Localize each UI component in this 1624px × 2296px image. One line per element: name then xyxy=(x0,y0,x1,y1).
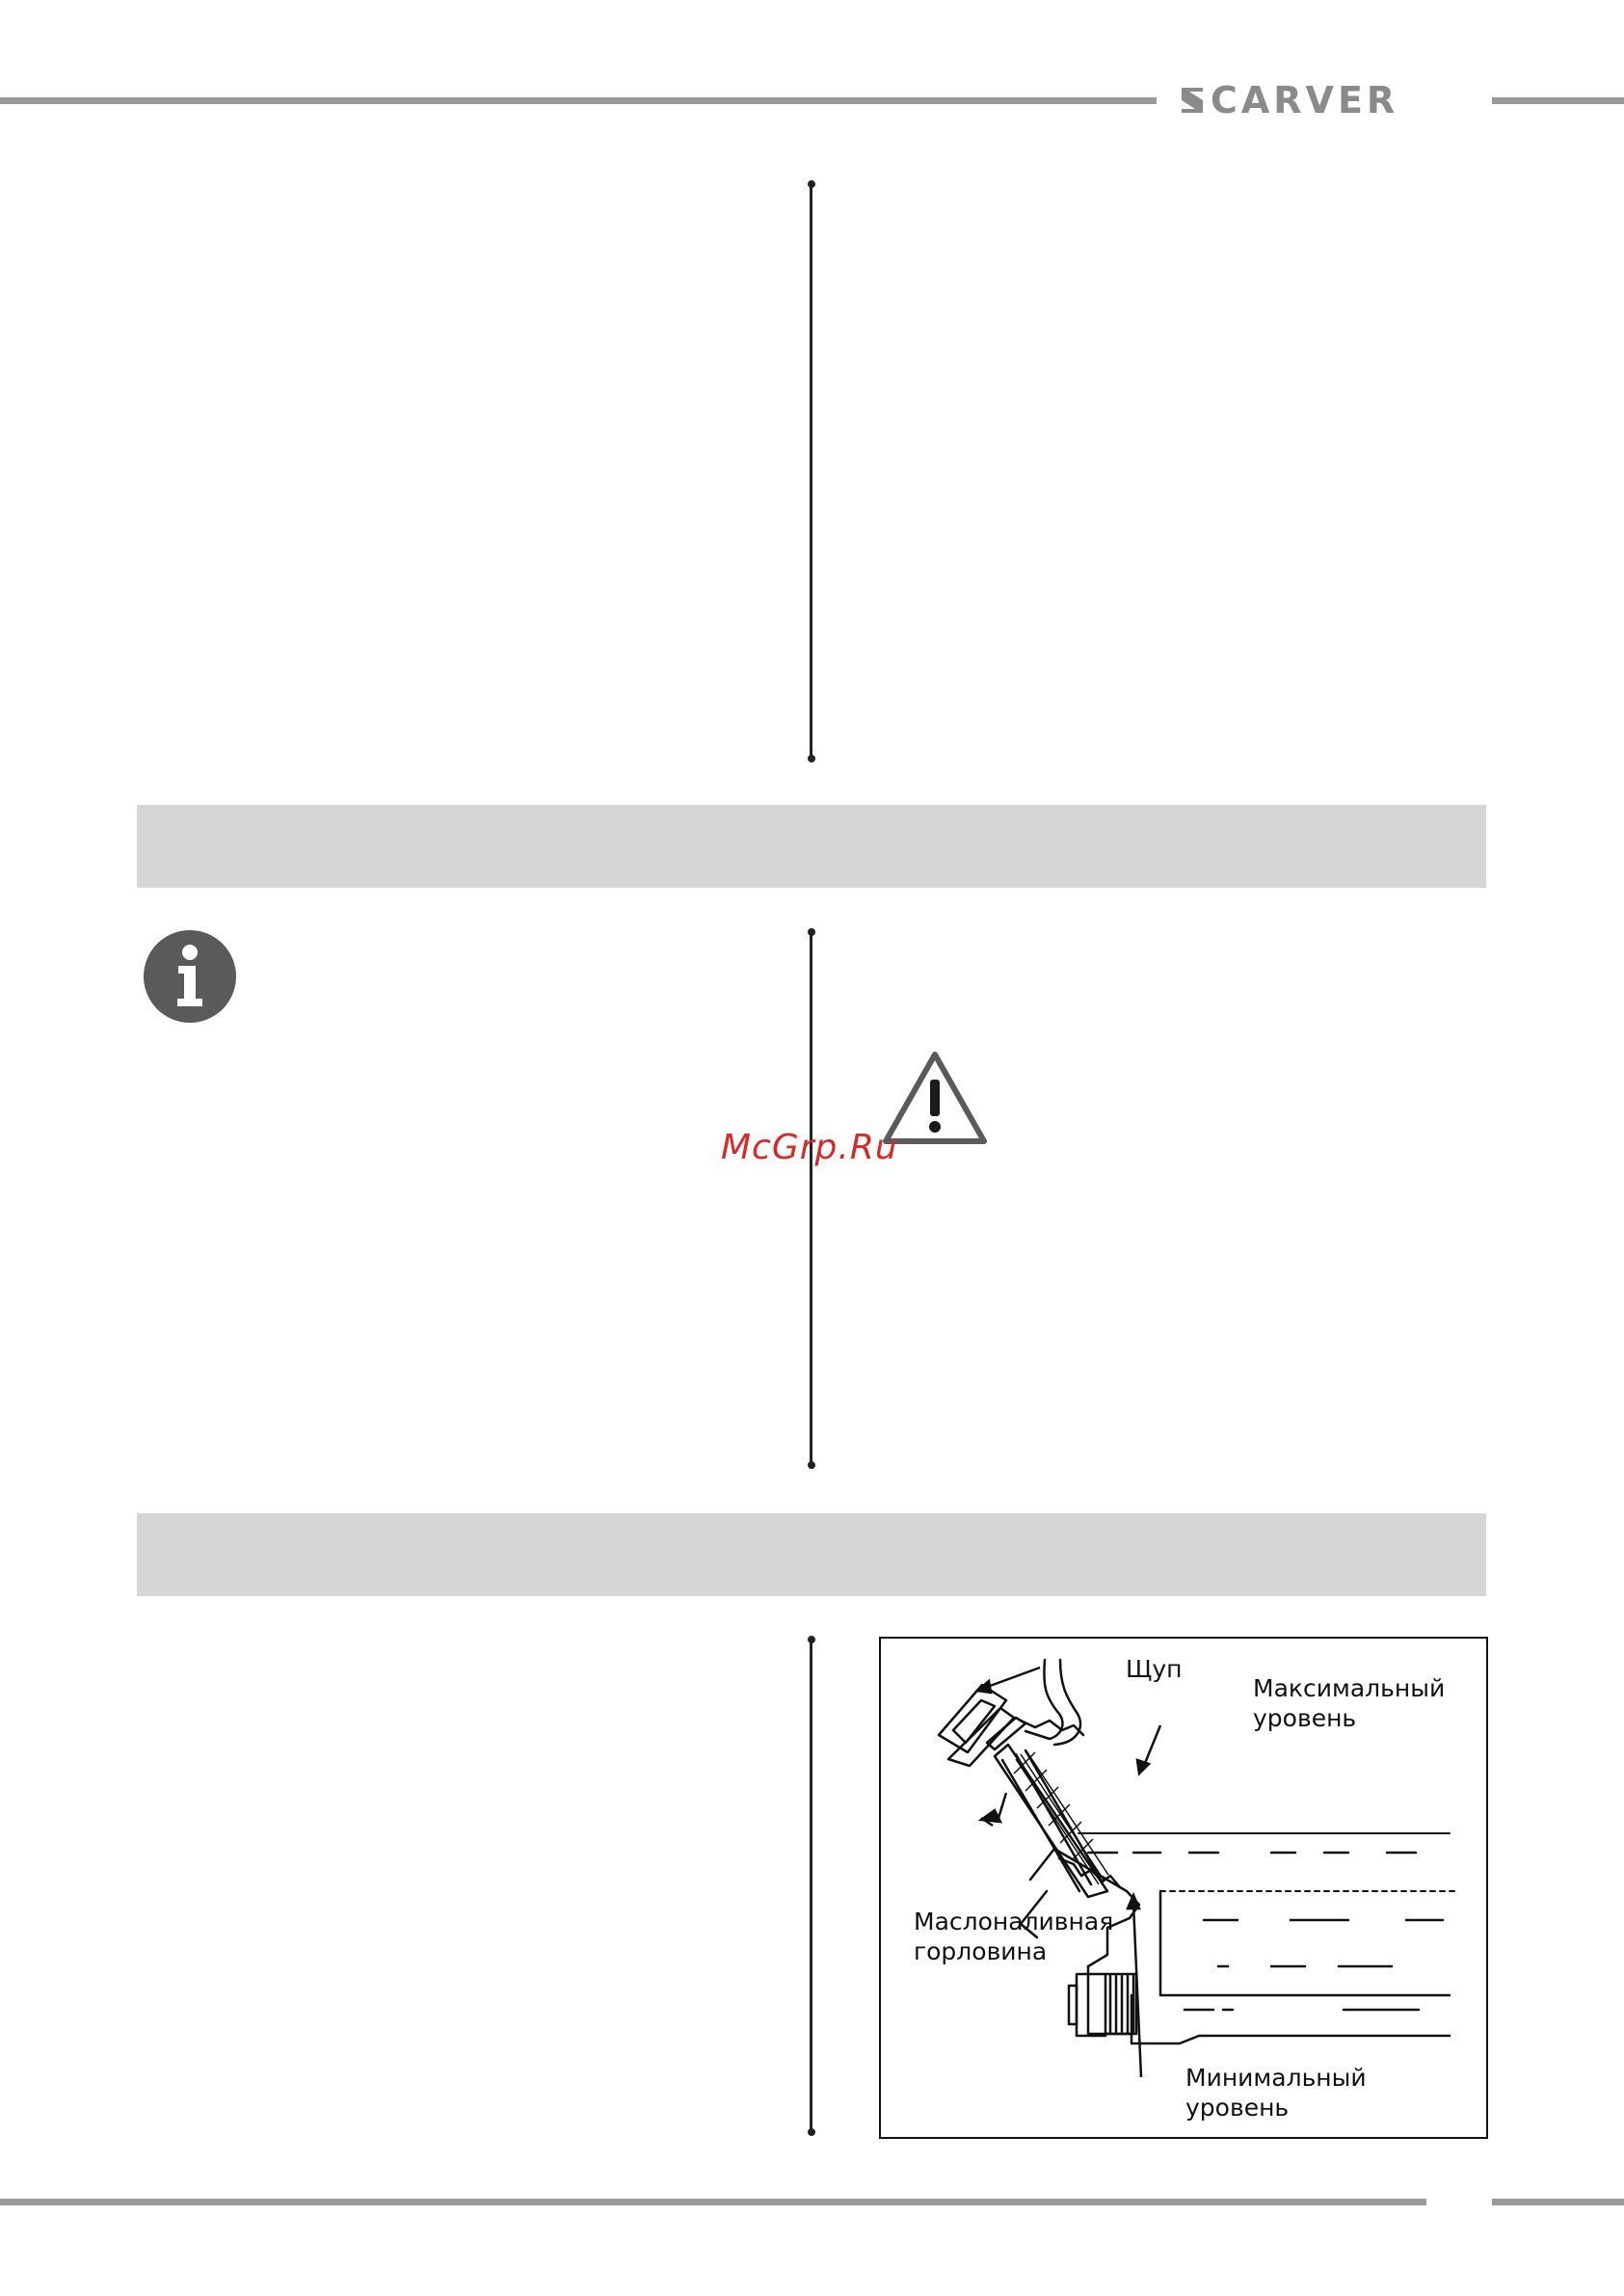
footer-rule-left xyxy=(0,2199,1426,2205)
label-min-level: Минимальный уровень xyxy=(1185,2064,1367,2122)
header-rule-right xyxy=(1492,97,1624,104)
oil-level-diagram xyxy=(879,1637,1488,2139)
watermark: McGrp.Ru xyxy=(721,1128,898,1167)
carver-logo-mark-icon xyxy=(1182,88,1203,113)
label-filler-neck: Маслоналивная горловина xyxy=(914,1908,1114,1965)
brand-name: CARVER xyxy=(1211,79,1399,121)
header-rule-left xyxy=(0,97,1157,104)
column-divider-1 xyxy=(810,184,812,759)
section-heading-band-1 xyxy=(137,805,1486,888)
info-icon xyxy=(143,929,237,1024)
column-divider-3 xyxy=(810,1640,812,2131)
label-max-level: Максимальный уровень xyxy=(1253,1674,1446,1732)
column-divider-1-bottom xyxy=(808,755,815,762)
section-heading-band-2 xyxy=(137,1513,1486,1596)
column-divider-3-bottom xyxy=(808,2128,815,2136)
label-dipstick: Щуп xyxy=(1126,1655,1183,1683)
column-divider-2-bottom xyxy=(808,1461,815,1469)
column-divider-2 xyxy=(810,932,812,1465)
brand-logo xyxy=(1182,79,1488,121)
footer-rule-right xyxy=(1492,2199,1624,2205)
